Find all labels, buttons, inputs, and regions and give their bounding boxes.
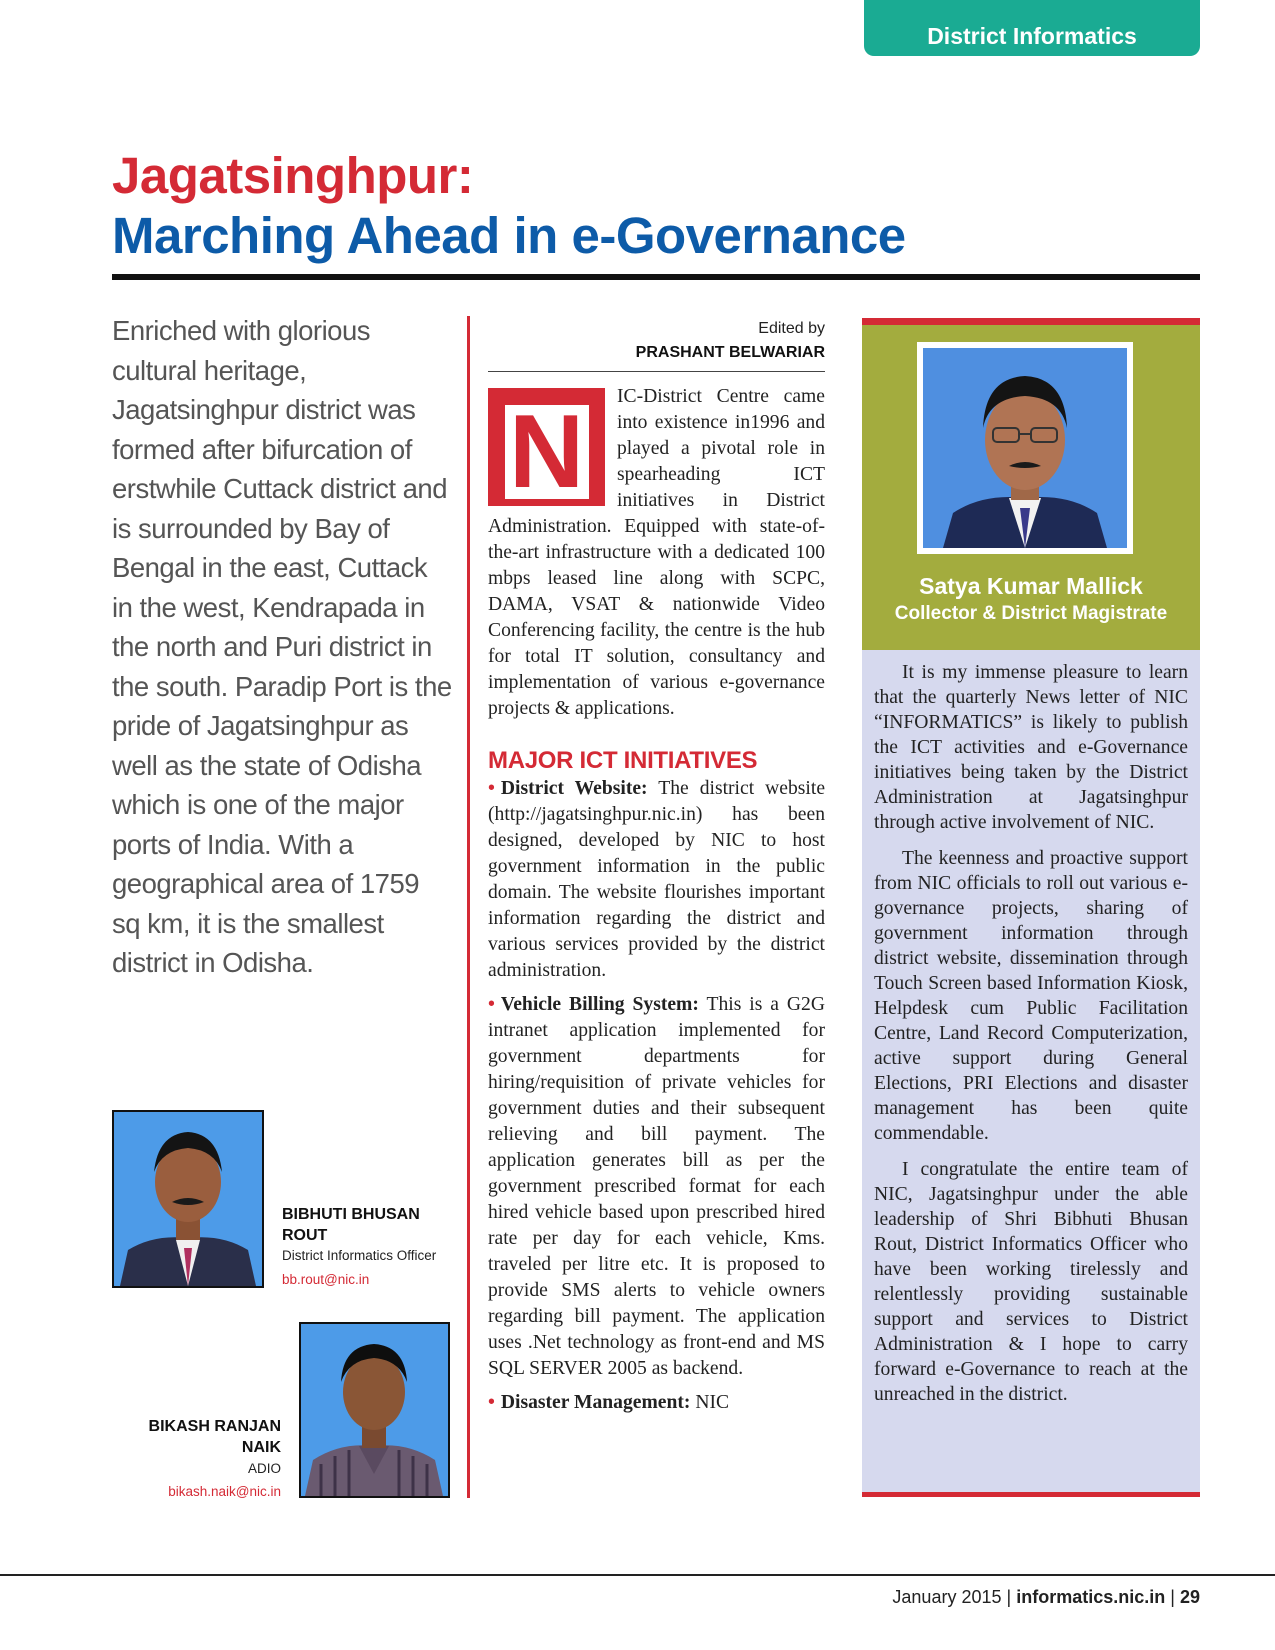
collector-portrait-image — [923, 348, 1127, 548]
editor-divider — [488, 371, 825, 372]
headline-line-2: Marching Ahead in e-Governance — [112, 207, 906, 264]
author-portrait-image — [114, 1112, 262, 1286]
footer-divider — [0, 1574, 1275, 1576]
author-photo-rout — [112, 1110, 264, 1288]
section-heading: MAJOR ICT INITIATIVES — [488, 747, 758, 774]
initiative-title: Vehicle Billing System: — [500, 994, 699, 1015]
footer-separator: | — [1006, 1587, 1012, 1607]
initiative-item — [488, 1390, 825, 1416]
title-divider — [112, 274, 1200, 280]
footer-site: informatics.nic.in — [1016, 1587, 1166, 1607]
initiative-item — [488, 992, 825, 1382]
article-body — [488, 384, 825, 1424]
editor-name: PRASHANT BELWARIAR — [635, 344, 825, 361]
headline-line-1: Jagatsinghpur: — [112, 147, 474, 204]
author-role: District Informatics Officer — [282, 1248, 437, 1263]
initiative-text: The district website (http://jagatsinghpur.nic.in) has been designed, developed by NIC to host government information in the public domain. The website flourishes important information regarding the district and various services provided by the district administration. — [488, 778, 826, 981]
collector-name: Satya Kumar Mallick — [919, 573, 1143, 599]
footer-separator: | — [1170, 1587, 1175, 1607]
bullet-icon: • — [488, 994, 495, 1015]
initiative-title: Disaster Management: — [500, 1392, 691, 1413]
collector-photo — [917, 342, 1133, 554]
sidebar-message — [862, 650, 1200, 1492]
lead-paragraph: Enriched with glorious cultural heritage, Jagatsinghpur district was formed after bifurcation of erstwhile Cuttack district and is surrounded by Bay of Bengal in the east, Cuttack in the west, Kendrapada in the north and Puri district in the south. Paradip Port is the pride of Jagatsinghpur as well as the state of Odisha which is one of the major ports of India. With a geographical area of 1759 sq km, it is the smallest district in Odisha. — [112, 315, 452, 978]
collector-role: Collector & District Magistrate — [894, 603, 1168, 624]
editor-label: Edited by — [758, 320, 825, 337]
page-footer — [892, 1587, 1200, 1608]
author-portrait-image — [301, 1324, 448, 1496]
message-paragraph: It is my immense pleasure to learn that the quarterly News letter of NIC “INFORMATICS” is likely to publish the ICT activities and e-Governance initiatives being taken by the District Administration at Jagatsinghpur through active involvement of NIC. — [874, 662, 1188, 833]
section-tab: District Informatics — [864, 0, 1200, 56]
message-paragraph: I congratulate the entire team of NIC, Jagatsinghpur under the able leadership of Shri Bibhuti Bhusan Rout, District Informatics Officer who have been working tirelessly and relentlessly providing sustainable support and services to District Administration & I hope to carry forward e-Governance to reach at the unreached in the district. — [874, 1159, 1188, 1405]
editor-credit — [636, 317, 825, 365]
bullet-icon: • — [488, 1392, 495, 1413]
article-intro: IC-District Centre came into existence in1996 and played a pivotal role in spearheading ICT initiatives in District Administration. Equipped with state-of-the-art infrastructure with a dedicated 100 mbps leased line along with SCPC, DAMA, VSAT & nationwide Video Conferencing facility, the centre is the hub for total IT solution, consultancy and implementation of various e-governance projects & applications. — [488, 386, 825, 719]
initiative-item — [488, 776, 825, 984]
author-role: ADIO — [247, 1461, 281, 1476]
footer-date: January 2015 — [892, 1587, 1002, 1607]
author-email: bikash.naik@nic.in — [168, 1484, 281, 1499]
initiative-title: District Website: — [500, 778, 648, 799]
sidebar-bottom-rule — [862, 1492, 1200, 1497]
initiative-text: This is a G2G intranet application implemented for government departments for hiring/requisition of private vehicles for government duties and their subsequent relieving and bill payment. The application generates bill as per the government prescribed format for each hired vehicle based upon prescribed hired rate per day for each vehicle, Kms. traveled per litre etc. It is proposed to provide SMS alerts to vehicle owners regarding bill payment. The application uses .Net technology as front-end and MS SQL SERVER 2005 as backend. — [488, 994, 826, 1379]
drop-cap: N — [488, 388, 605, 506]
message-paragraph: The keenness and proactive support from NIC officials to roll out various e-governance projects, sharing of government information through district website, dissemination through Touch Screen based Information Kiosk, Helpdesk cum Public Facilitation Centre, Land Record Computerization, active support during General Elections, PRI Elections and disaster management has been quite commendable. — [874, 848, 1188, 1144]
author-email: bb.rout@nic.in — [282, 1272, 370, 1287]
bullet-icon: • — [488, 778, 495, 799]
author-name: BIKASH RANJAN NAIK — [148, 1418, 281, 1456]
author-name: BIBHUTI BHUSAN ROUT — [282, 1206, 420, 1244]
column-divider — [467, 316, 470, 1498]
initiative-text: NIC — [695, 1392, 730, 1413]
author-photo-naik — [299, 1322, 450, 1498]
page-number: 29 — [1179, 1587, 1200, 1607]
sidebar-top-rule — [862, 318, 1200, 325]
